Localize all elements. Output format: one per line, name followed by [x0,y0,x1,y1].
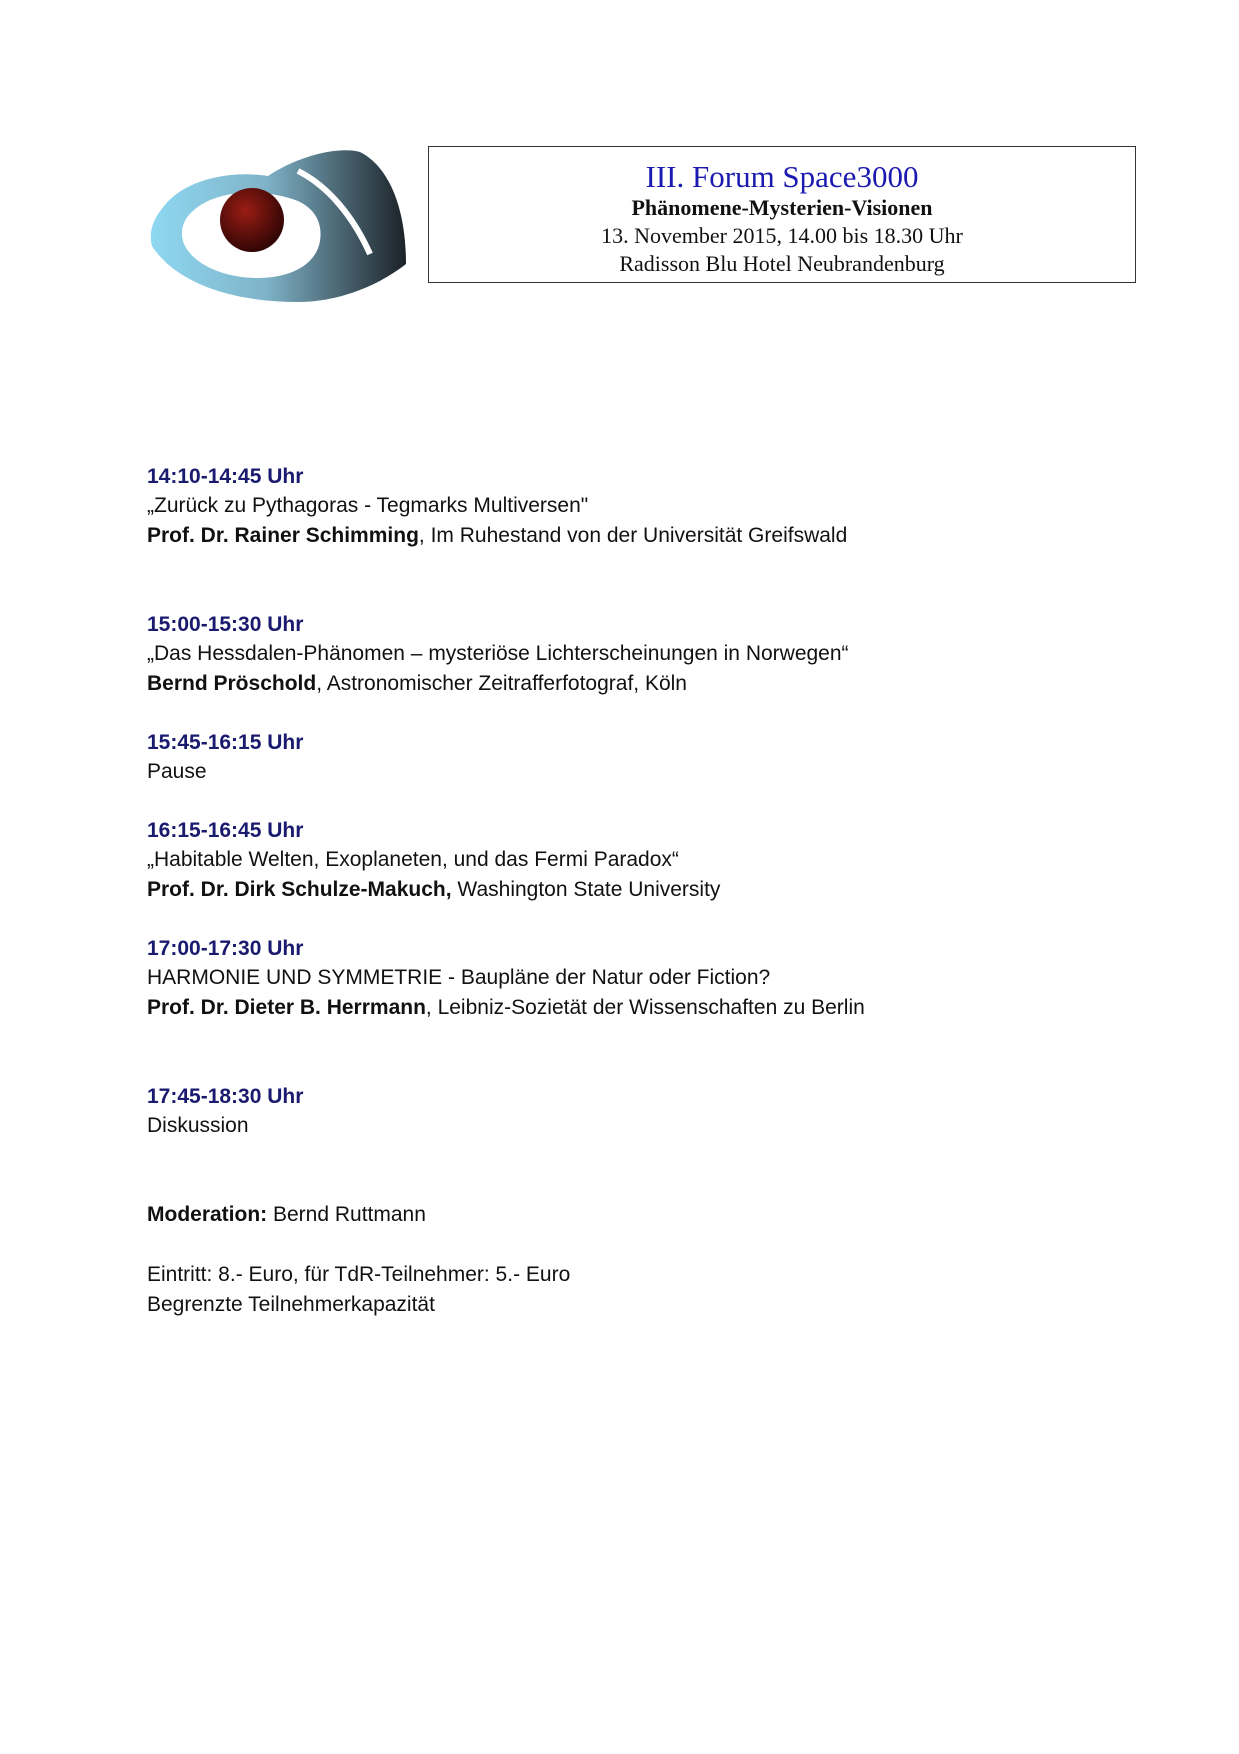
event-subtitle: Phänomene-Mysterien-Visionen [631,195,933,220]
space3000-eye-logo [148,146,410,306]
event-title: III. Forum Space3000 [645,159,919,194]
program-title: „Habitable Welten, Exoplaneten, und das Fermi Paradox“ [147,848,679,871]
speaker-name: Bernd Pröschold [147,672,317,695]
speaker-affiliation: , Astronomischer Zeitrafferfotograf, Köln [316,672,687,695]
program-item [147,1082,1147,1141]
moderation-label: Moderation: [147,1203,268,1226]
speaker-name: Prof. Dr. Rainer Schimming [147,524,419,547]
speaker-affiliation: , Im Ruhestand von der Universität Greifswald [418,524,848,547]
program-item [147,462,1147,551]
program-item [147,728,1147,787]
program-time: 16:15-16:45 Uhr [147,819,304,842]
moderator-name: Bernd Ruttmann [267,1203,426,1226]
program-title: Pause [147,760,207,783]
program-speaker-line [147,993,1147,1023]
program-title: Diskussion [147,1114,249,1137]
program-title: HARMONIE UND SYMMETRIE - Baupläne der Natur oder Fiction? [147,966,771,989]
speaker-affiliation: , Leibniz-Sozietät der Wissenschaften zu Berlin [425,996,865,1019]
event-title-box [428,146,1136,283]
program-item [147,816,1147,905]
moderation-line [147,1200,1147,1230]
admission-fee: Eintritt: 8.- Euro, für TdR-Teilnehmer: 5.- Euro [147,1263,571,1286]
program-speaker-line [147,669,1147,699]
speaker-affiliation: Washington State University [451,878,721,901]
program-time: 14:10-14:45 Uhr [147,465,304,488]
program-list [147,462,1147,1320]
program-item [147,610,1147,699]
event-date: 13. November 2015, 14.00 bis 18.30 Uhr [601,223,963,248]
speaker-name: Prof. Dr. Dirk Schulze-Makuch, [147,878,452,901]
program-item [147,934,1147,1023]
speaker-name: Prof. Dr. Dieter B. Herrmann [147,996,426,1019]
program-time: 15:45-16:15 Uhr [147,731,304,754]
capacity-note: Begrenzte Teilnehmerkapazität [147,1293,435,1316]
program-time: 17:45-18:30 Uhr [147,1085,304,1108]
program-title: „Das Hessdalen-Phänomen – mysteriöse Lichterscheinungen in Norwegen“ [147,642,849,665]
program-time: 15:00-15:30 Uhr [147,613,304,636]
program-time: 17:00-17:30 Uhr [147,937,304,960]
program-title: „Zurück zu Pythagoras - Tegmarks Multiversen" [147,494,589,517]
event-venue: Radisson Blu Hotel Neubrandenburg [619,251,945,276]
program-speaker-line [147,521,1147,551]
program-speaker-line [147,875,1147,905]
